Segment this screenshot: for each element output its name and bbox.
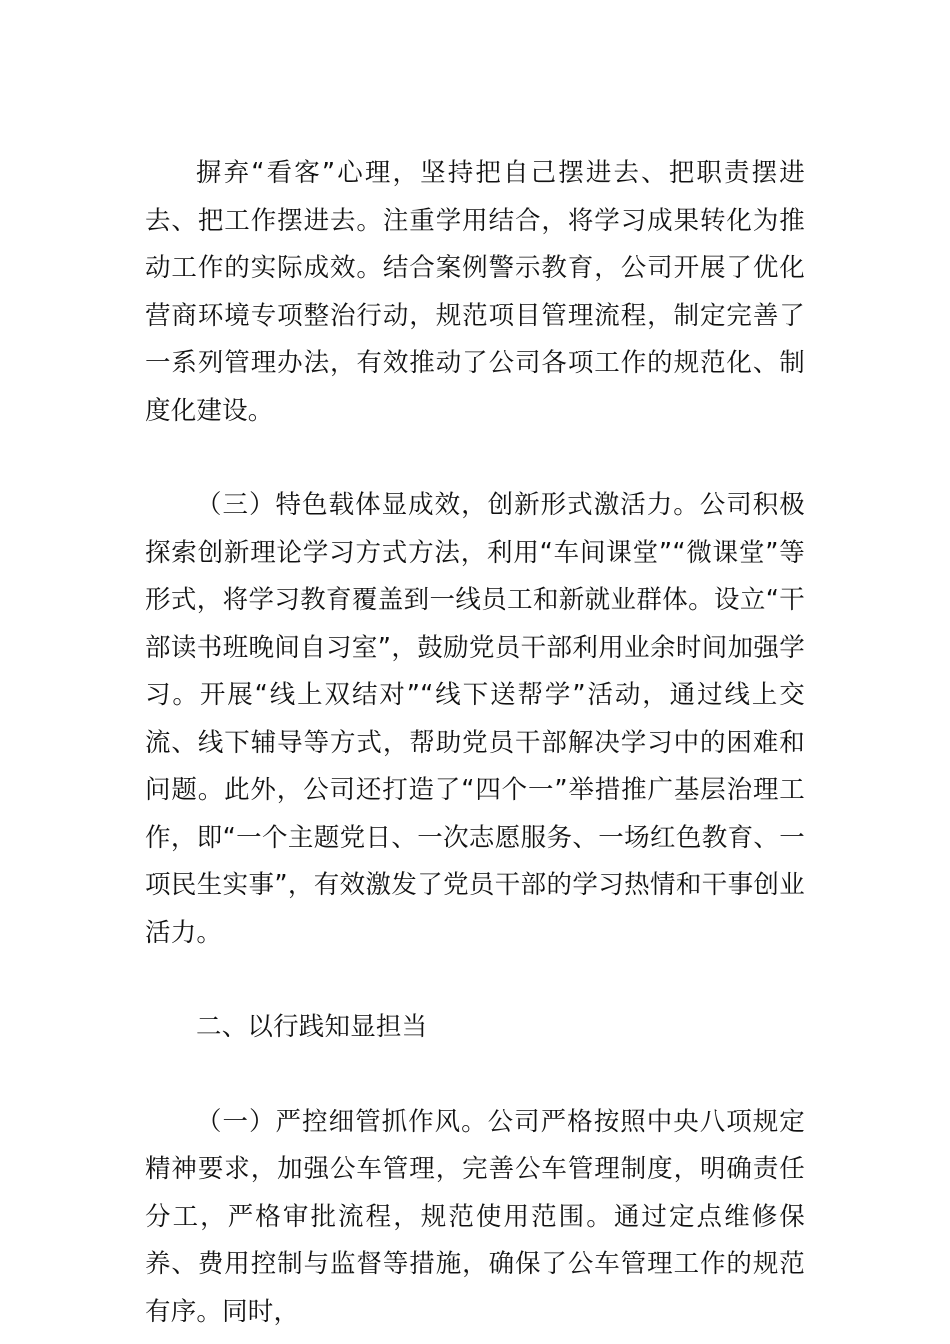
section-heading: 二、以行践知显担当: [196, 1012, 428, 1042]
paragraph-innovative-carriers: （三）特色载体显成效，创新形式激活力。公司积极探索创新理论学习方式方法，利用“车间课堂”“微课堂”等形式，将学习教育覆盖到一线员工和新就业群体。设立“干部读书班晚间自习室”，鼓励党员干部利用业余时间加强学习。开展“线上双结对”“线下送帮学”活动，通过线上交流、线下辅导等方式，帮助党员干部解决学习中的困难和问题。此外，公司还打造了“四个一”举措推广基层治理工作，即“一个主题党日、一次志愿服务、一场红色教育、一项民生实事”，有效激发了党员干部的学习热情和干事创业活力。: [145, 490, 805, 948]
paragraph-vehicle-management: （一）严控细管抓作风。公司严格按照中央八项规定精神要求，加强公车管理，完善公车管理制度，明确责任分工，严格审批流程，规范使用范围。通过定点维修保养、费用控制与监督等措施，确保了公车管理工作的规范有序。同时，: [145, 1106, 805, 1327]
document-body: [145, 150, 805, 1336]
paragraph-practice-application: 摒弃“看客”心理，坚持把自己摆进去、把职责摆进去、把工作摆进去。注重学用结合，将学习成果转化为推动工作的实际成效。结合案例警示教育，公司开展了优化营商环境专项整治行动，规范项目管理流程，制定完善了一系列管理办法，有效推动了公司各项工作的规范化、制度化建设。: [145, 158, 805, 426]
